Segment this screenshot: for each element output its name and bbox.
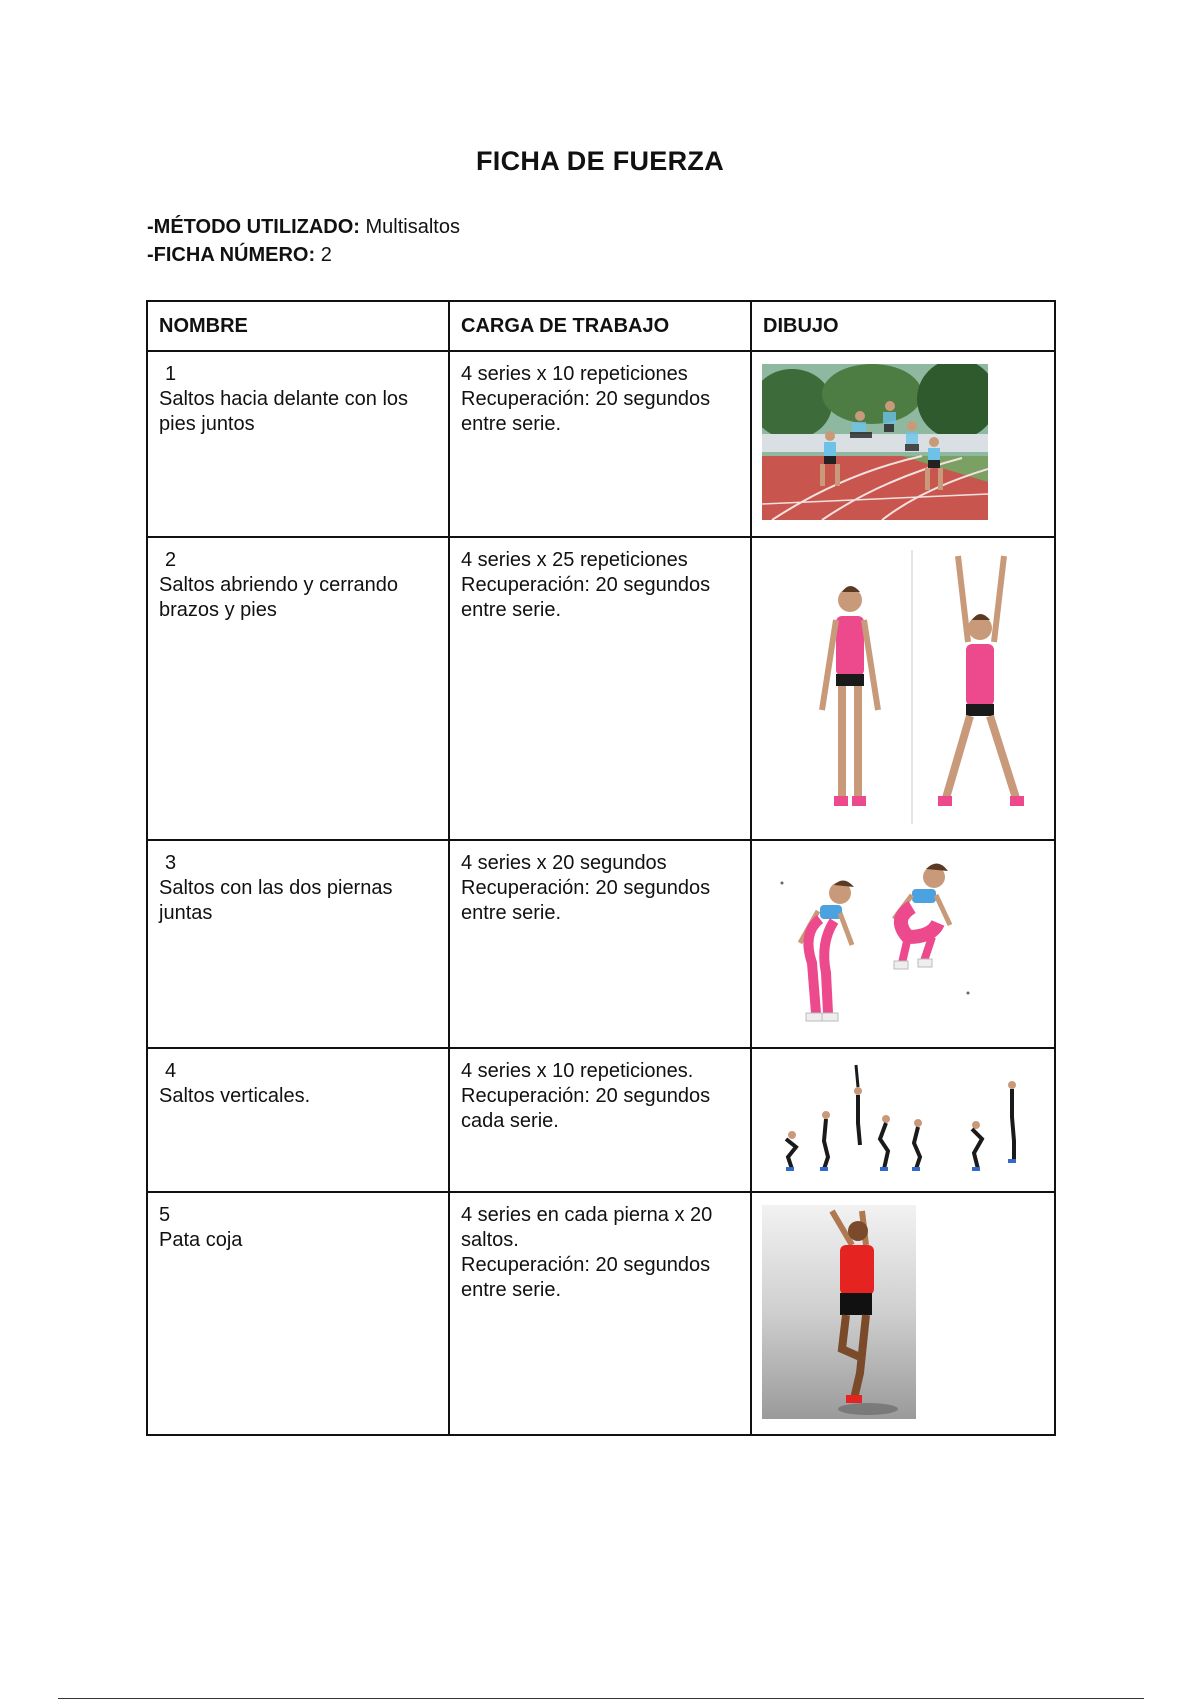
table-row — [147, 1048, 1055, 1192]
drawing-cell — [751, 1192, 1055, 1435]
document-title: FICHA DE FUERZA — [476, 146, 724, 176]
table-row — [147, 351, 1055, 537]
load-recovery: Recuperación: 20 segundos cada serie. — [461, 1085, 711, 1132]
load-series: 4 series x 20 segundos — [461, 852, 667, 874]
exercise-name: Saltos abriendo y cerrando brazos y pies — [159, 574, 399, 621]
load-recovery: Recuperación: 20 segundos entre serie. — [461, 1254, 711, 1301]
name-cell — [147, 1048, 449, 1192]
table-row — [147, 1192, 1055, 1435]
meta-block — [147, 213, 460, 269]
name-cell — [147, 840, 449, 1048]
method-label: -MÉTODO UTILIZADO: — [147, 216, 360, 238]
load-series: 4 series x 10 repeticiones — [461, 363, 688, 385]
sheet-number-line — [147, 241, 460, 269]
track-broad-jump-image — [762, 364, 988, 520]
drawing-cell — [751, 840, 1055, 1048]
exercise-number: 5 — [159, 1204, 171, 1226]
load-recovery: Recuperación: 20 segundos entre serie. — [461, 388, 711, 435]
header-carga: CARGA DE TRABAJO — [449, 301, 751, 351]
header-nombre: NOMBRE — [147, 301, 449, 351]
exercise-name: Saltos hacia delante con los pies juntos — [159, 388, 409, 435]
drawing-cell — [751, 1048, 1055, 1192]
name-cell — [147, 351, 449, 537]
load-series: 4 series x 10 repeticiones. — [461, 1060, 694, 1082]
drawing-cell — [751, 351, 1055, 537]
drawing-cell — [751, 537, 1055, 840]
exercise-number: 4 — [165, 1060, 177, 1082]
exercise-number: 2 — [165, 549, 177, 571]
name-cell — [147, 1192, 449, 1435]
sheet-number-value: 2 — [320, 244, 332, 266]
exercise-table — [146, 300, 1056, 1436]
load-cell — [449, 1192, 751, 1435]
method-value: Multisaltos — [365, 216, 460, 238]
load-recovery: Recuperación: 20 segundos entre serie. — [461, 574, 711, 621]
vertical-jump-sequence-image — [762, 1061, 1042, 1179]
table-row — [147, 840, 1055, 1048]
name-cell — [147, 537, 449, 840]
sheet-number-label: -FICHA NÚMERO: — [147, 244, 316, 266]
load-cell — [449, 1048, 751, 1192]
load-recovery: Recuperación: 20 segundos entre serie. — [461, 877, 711, 924]
method-line — [147, 213, 460, 241]
exercise-name: Saltos con las dos piernas juntas — [159, 877, 393, 924]
load-cell — [449, 351, 751, 537]
load-series: 4 series x 25 repeticiones — [461, 549, 688, 571]
load-cell — [449, 840, 751, 1048]
tuck-jump-image — [762, 853, 1042, 1033]
exercise-name: Pata coja — [159, 1229, 243, 1251]
table-header-row — [147, 301, 1055, 351]
exercise-number: 1 — [165, 363, 177, 385]
jumping-jacks-image — [762, 550, 1052, 824]
load-series: 4 series en cada pierna x 20 saltos. — [461, 1204, 713, 1251]
exercise-number: 3 — [165, 852, 177, 874]
table-row — [147, 537, 1055, 840]
page-footer-rule — [58, 1698, 1144, 1699]
header-dibujo: DIBUJO — [751, 301, 1055, 351]
exercise-name: Saltos verticales. — [159, 1085, 311, 1107]
load-cell — [449, 537, 751, 840]
single-leg-hop-image — [762, 1205, 916, 1419]
